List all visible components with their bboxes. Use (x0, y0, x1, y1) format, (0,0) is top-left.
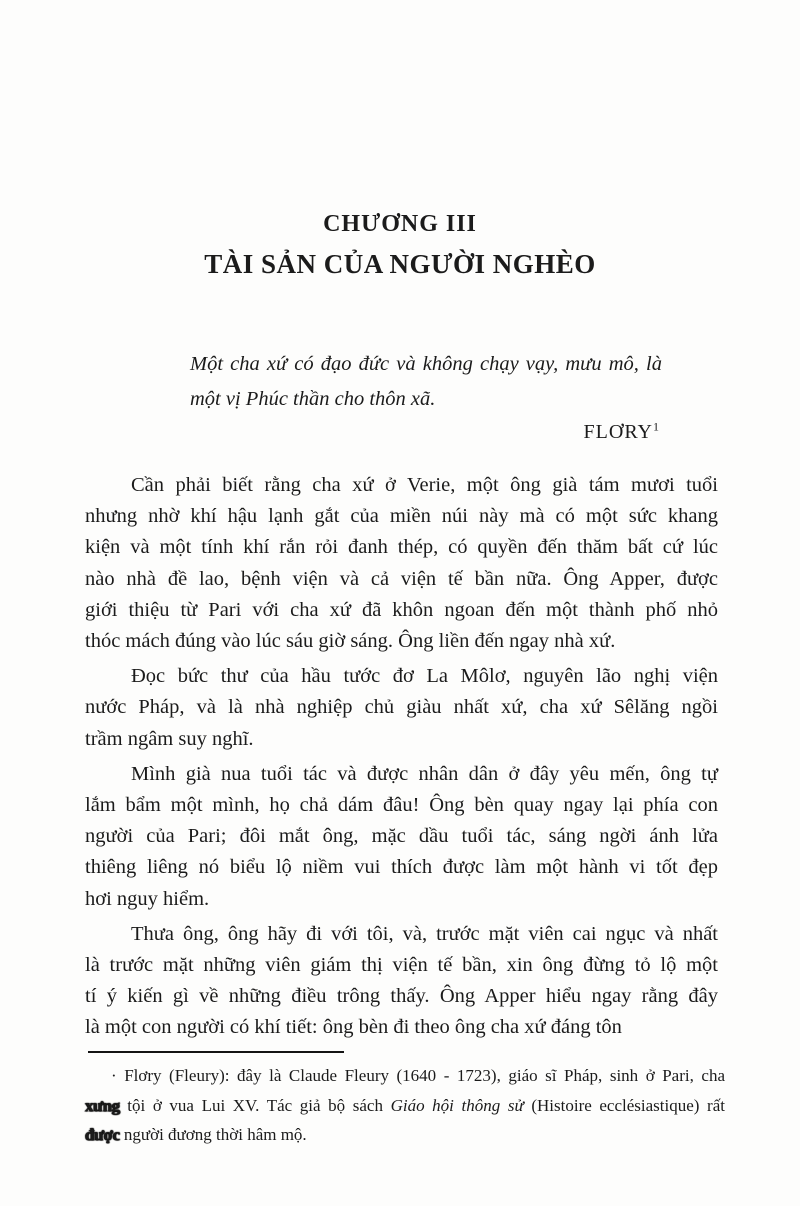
attribution-name: FLƠRY (583, 421, 653, 443)
paragraph (85, 759, 718, 915)
body-line: là trước mặt những viên giám thị viện tế bần, xin ông đừng tỏ lộ một (85, 954, 718, 977)
footnote-segment: (Histoire ecclésiastique) rất (523, 1095, 725, 1115)
smudged-word: được (85, 1125, 120, 1144)
footnote-line (85, 1120, 725, 1150)
body-line: Cần phải biết rằng cha xứ ở Verie, một ông già tám mươi tuổi (131, 474, 718, 496)
body-line: hơi nguy hiểm. (85, 887, 210, 910)
epigraph-attribution (190, 421, 660, 444)
paragraph (85, 919, 718, 1044)
body-line: thiêng liêng nó biểu lộ niềm vui thích được làm một hành vi tốt đẹp (85, 856, 718, 879)
body-line: giới thiệu từ Pari với cha xứ đã khôn ngoan đến một thành phố nhỏ (85, 598, 718, 621)
epigraph-line: một vị Phúc thần cho thôn xã. (190, 388, 436, 410)
body-line: nhưng nhờ khí hậu lạnh gắt của miền núi này mà có một sức khang (85, 505, 718, 528)
body-line: nước Pháp, và là nhà nghiệp chủ giàu nhất xứ, cha xứ Sêlăng ngồi (85, 696, 718, 719)
footnote-line (85, 1061, 725, 1091)
body-line: Đọc bức thư của hầu tước đơ La Môlơ, nguyên lão nghị viện (131, 665, 718, 688)
footnote-segment: tội ở vua Lui XV. Tác giả bộ sách (119, 1095, 391, 1115)
footnote-segment: Giáo hội thông sử (390, 1095, 524, 1115)
paragraph (85, 470, 718, 657)
footnote-marker: 1 (653, 419, 660, 434)
body-line: tí ý kiến gì về những điều trông thấy. Ông Apper hiểu ngay rằng đây (85, 985, 718, 1008)
epigraph (190, 347, 662, 417)
footnote-line (85, 1091, 725, 1121)
body-line: người của Pari; đôi mắt ông, mặc dầu tuổi tác, sáng ngời ánh lửa (85, 825, 718, 848)
epigraph-line: Một cha xứ có đạo đức và không chạy vạy, mưu mô, là (190, 353, 662, 375)
body-line: lắm bẩm một mình, họ chả dám đâu! Ông bèn quay ngay lại phía con (85, 794, 718, 817)
body-line: là một con người có khí tiết: ông bèn đi theo ông cha xứ đáng tôn (85, 1016, 622, 1039)
footnote-segment: · Flơry (Fleury): đây là Claude Fleury (1640 - 1723), giáo sĩ Pháp, sinh ở Pari, cha (111, 1066, 725, 1085)
body-line: Thưa ông, ông hãy đi với tôi, và, trước mặt viên cai ngục và nhất (131, 922, 718, 945)
body-line: Mình già nua tuổi tác và được nhân dân ở đây yêu mến, ông tự (131, 762, 718, 785)
body-line: thóc mách đúng vào lúc sáu giờ sáng. Ông liền đến ngay nhà xứ. (85, 630, 616, 653)
footnote-separator (88, 1051, 344, 1053)
smudged-word: xưng (85, 1095, 120, 1115)
body-line: trầm ngâm suy nghĩ. (85, 727, 254, 750)
page-title: TÀI SẢN CỦA NGƯỜI NGHÈO (204, 249, 596, 279)
body-line: nào nhà đề lao, bệnh viện và cả viện tế bần nữa. Ông Apper, được (85, 567, 718, 590)
body-line: kiện và một tính khí rắn rỏi đanh thép, có quyền đến thăm bất cứ lúc (85, 536, 718, 559)
body-text (85, 470, 718, 1048)
paragraph (85, 661, 718, 755)
footnote-text (85, 1061, 725, 1150)
footnote-segment: người đương thời hâm mộ. (119, 1125, 307, 1144)
chapter-label: CHƯƠNG III (323, 211, 477, 237)
